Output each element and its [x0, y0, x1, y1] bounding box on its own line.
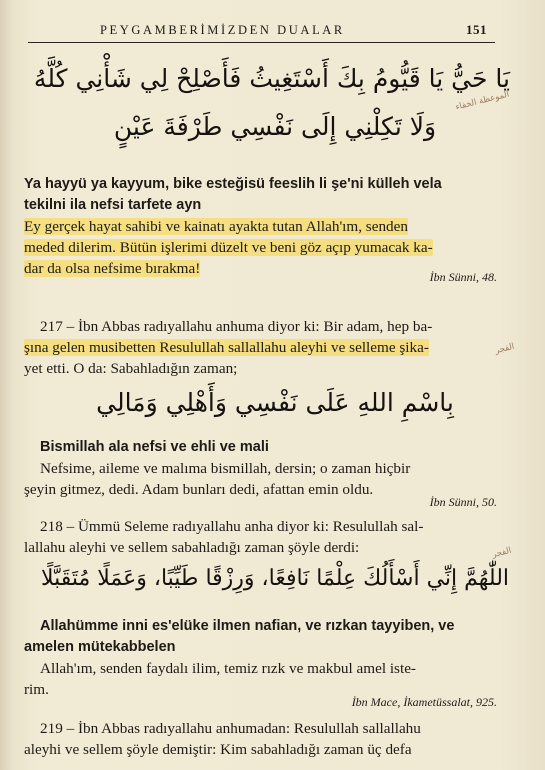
meaning-line-3 — [24, 258, 200, 280]
header-rule — [28, 42, 495, 43]
source-citation: İbn Sünni, 50. — [429, 495, 497, 509]
transliteration: Bismillah ala nefsi ve ehli ve mali — [40, 439, 269, 455]
meaning-line-1: Allah'ım, senden faydalı ilim, temiz rızk ve makbul amel iste- — [40, 660, 416, 677]
arabic-prayer-line-1: يَا حَيُّ يَا قَيُّومُ بِكَ أَسْتَغِيثُ فَأَصْلِحْ لِي شَأْنِي كُلَّهُ — [33, 64, 510, 93]
transliteration-line-2: tekilni ila nefsi tarfete ayn — [24, 197, 202, 213]
handwritten-margin-note: الفجر — [494, 341, 516, 357]
handwritten-margin-note: الموعظة الخفاء — [454, 89, 511, 113]
transliteration-line-1: Ya hayyü ya kayyum, bike esteğisü feeslih li şe'ni külleh vela — [24, 176, 442, 192]
meaning-line-1: Nefsime, aileme ve malıma bismillah, dersin; o zaman hiçbir — [40, 460, 411, 477]
hadith-text-line-1: 219 – İbn Abbas radıyallahu anhumadan: Resulullah sallallahu — [40, 720, 421, 737]
source-citation: İbn Mace, İkametüssalat, 925. — [351, 695, 497, 709]
page-number: 151 — [466, 22, 487, 37]
transliteration-line-1: Allahümme inni es'elüke ilmen nafian, ve rızkan tayyiben, ve — [40, 618, 455, 634]
highlighted-text: meded dilerim. Bütün işlerimi düzelt ve beni göz açıp yumacak ka- — [24, 239, 433, 256]
running-header — [100, 22, 487, 38]
meaning-line-2 — [24, 237, 433, 259]
transliteration-line-2: amelen mütekabbelen — [24, 639, 176, 655]
hadith-text-line-1: 218 – Ümmü Seleme radıyallahu anha diyor ki: Resulullah sal- — [40, 518, 424, 535]
hadith-text-line-2: aleyhi ve sellem şöyle demiştir: Kim sabahladığı zaman üç defa — [24, 741, 412, 758]
arabic-prayer-morning: اللّٰهُمَّ إِنِّي أَسْأَلُكَ عِلْمًا نَافِعًا، وَرِزْقًا طَيِّبًا، وَعَمَلًا مُتَقَبَّلًا — [40, 566, 510, 591]
meaning-line-1 — [24, 216, 408, 238]
highlighted-text: dar da olsa nefsime bırakma! — [24, 260, 201, 277]
highlighted-text: Ey gerçek hayat sahibi ve kainatı ayakta tutan Allah'ım, senden — [24, 218, 408, 235]
running-title: PEYGAMBERİMİZDEN DUALAR — [100, 23, 345, 37]
hadith-text-line-2: lallahu aleyhi ve sellem sabahladığı zaman şöyle derdi: — [24, 539, 360, 556]
hadith-text-line-3: yet etti. O da: Sabahladığın zaman; — [24, 360, 238, 377]
source-citation: İbn Sünni, 48. — [429, 270, 497, 284]
hadith-text-line-2 — [24, 337, 429, 359]
meaning-line-2: rim. — [24, 681, 49, 698]
arabic-prayer-line-2: وَلَا تَكِلْنِي إِلَى نَفْسِي طَرْفَةَ عَيْنٍ — [113, 112, 437, 141]
hadith-text-line-1: 217 – İbn Abbas radıyallahu anhuma diyor ki: Bir adam, hep ba- — [40, 318, 433, 335]
handwritten-margin-note: الفجر — [491, 545, 513, 561]
meaning-line-2: şeyin gitmez, dedi. Adam bunları dedi, afattan emin oldu. — [24, 481, 374, 498]
highlighted-text: şına gelen musibetten Resulullah sallallahu aleyhi ve selleme şika- — [24, 339, 429, 356]
arabic-prayer-bismillah: بِاسْمِ اللهِ عَلَى نَفْسِي وَأَهْلِي وَمَالِي — [96, 388, 454, 417]
